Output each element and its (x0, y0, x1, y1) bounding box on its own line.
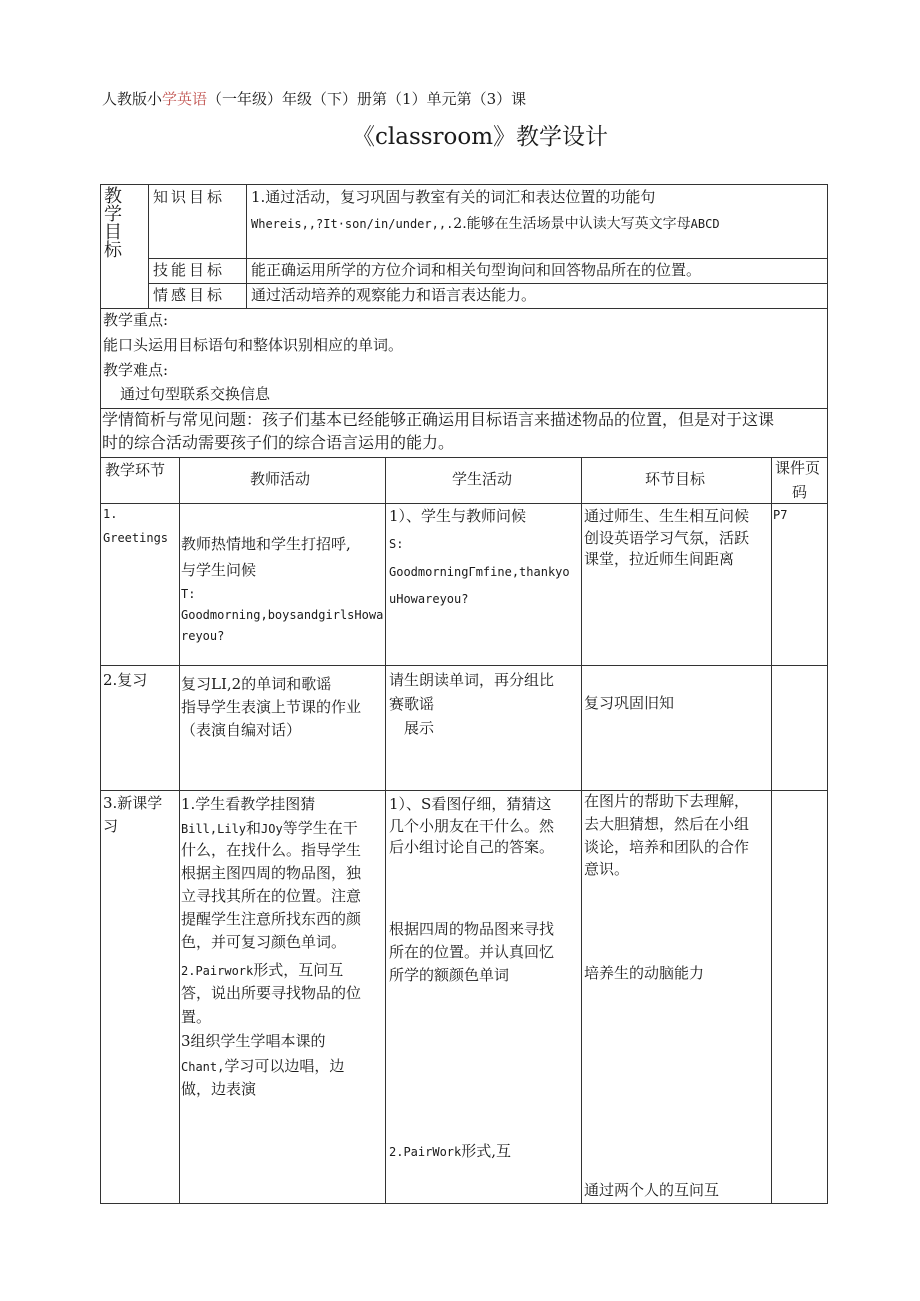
row1-goal-1: 通过师生、生生相互问候 (584, 507, 750, 525)
emotion-objective-text: 通过活动培养的观察能力和语言表达能力。 (251, 286, 537, 304)
objectives-label-char: 学 (104, 204, 122, 225)
row2-teacher-2: 指导学生表演上节课的作业 (181, 698, 362, 716)
row2-student-2: 赛歌谣 (389, 695, 435, 713)
row3-teacher-7: 色，并可复习颜色单词。 (181, 933, 347, 951)
row1-page: P7 (773, 508, 788, 522)
row3-teacher-9: 答，说出所要寻找物品的位 (181, 984, 362, 1002)
objectives-label-char: 教 (104, 186, 122, 207)
header-stage: 教学环节 (105, 461, 166, 479)
row3-teacher-2d: 等学生在干 (282, 819, 358, 837)
analysis-line-1: 学情简析与常见问题：孩子们基本已经能够正确运用目标语言来描述物品的位置，但是对于这课 (102, 410, 775, 429)
row3-student-3: 后小组讨论自己的答案。 (389, 838, 555, 856)
row1-teacher-2: 与学生问候 (181, 561, 257, 579)
grid-line (100, 790, 828, 791)
objectives-label-char: 标 (104, 240, 122, 261)
objectives-label-char: 目 (104, 222, 122, 243)
grid-line (100, 457, 828, 458)
knowledge-letters: ABCD (690, 217, 720, 231)
row3-stage-2: 习 (103, 817, 119, 835)
row3-goal-2: 去大胆猜想，然后在小组 (584, 815, 750, 833)
row3-teacher-8a: 2.Pairwork (181, 964, 254, 978)
grid-line (100, 184, 101, 1204)
course-info-subject: 学英语 (162, 90, 208, 108)
row1-goal-2: 创设英语学习气氛，活跃 (584, 529, 750, 547)
grid-line (148, 184, 149, 308)
row3-teacher-3: 什么，在找什么。指导学生 (181, 841, 362, 859)
row2-teacher-3: （表演自编对话） (181, 721, 302, 739)
grid-line (827, 184, 828, 1204)
row3-teacher-2c: JOy (261, 822, 283, 836)
analysis-line-2: 时的综合活动需要孩子们的综合语言运用的能力。 (102, 433, 455, 452)
grid-line (100, 308, 828, 309)
grid-line (100, 1203, 828, 1204)
grid-line (148, 283, 828, 284)
row3-teacher-1: 1.学生看教学挂图猜 (181, 795, 316, 813)
grid-line (100, 503, 828, 504)
grid-line (771, 457, 772, 1204)
row3-teacher-10: 置。 (181, 1008, 212, 1026)
row3-goal-4: 意识。 (584, 860, 630, 878)
row3-goal-6: 通过两个人的互问互 (584, 1181, 720, 1199)
knowledge-objective-label: 知识目标 (153, 188, 226, 206)
row1-stage-number: 1. (103, 507, 118, 521)
row3-goal-3: 谈论，培养和团队的合作 (584, 838, 750, 856)
row3-student-6: 所学的额颜色单词 (389, 966, 510, 984)
row3-teacher-12a: Chant, (181, 1060, 225, 1074)
row3-teacher-2b: 和 (246, 819, 262, 837)
row1-teacher-4: Goodmorning,boysandgirlsHowa (181, 608, 384, 622)
row3-student-7b: 形式,互 (461, 1142, 512, 1160)
page-title: 《classroom》教学设计 (352, 124, 609, 150)
row1-goal-3: 课堂，拉近师生间距离 (584, 550, 735, 568)
header-page-1: 课件页 (775, 459, 821, 477)
row1-teacher-5: reyou? (181, 629, 225, 643)
row3-goal-1: 在图片的帮助下去理解， (584, 792, 750, 810)
course-info-post: （一年级）年级（下）册第（1）单元第（3）课 (207, 90, 527, 108)
row2-stage: 2.复习 (103, 671, 148, 689)
row3-teacher-12b: 学习可以边唱，边 (224, 1057, 345, 1075)
row3-teacher-2 (181, 820, 358, 836)
grid-line (100, 408, 828, 409)
row2-teacher-1: 复习LI,2的单词和歌谣 (181, 675, 332, 693)
row3-student-4: 根据四周的物品图来寻找 (389, 920, 555, 938)
header-teacher: 教师活动 (250, 470, 311, 488)
skill-objective-label: 技能目标 (153, 261, 226, 279)
row3-teacher-8b: 形式，互问互 (253, 961, 344, 979)
row3-teacher-8 (181, 962, 343, 978)
row2-student-3: 展示 (404, 719, 435, 737)
row1-stage-name: Greetings (103, 531, 169, 545)
row3-student-5: 所在的位置。并认真回忆 (389, 943, 555, 961)
row3-student-1: 1）、S看图仔细，猜猜这 (389, 795, 552, 813)
row1-student-3: GoodmorningΓmfine,thankyo (389, 565, 570, 579)
course-info-pre: 人教版小 (102, 90, 163, 108)
row1-student-4: uHowareyou? (389, 592, 469, 606)
grid-line (148, 258, 828, 259)
row3-student-2: 几个小朋友在干什么。然 (389, 817, 555, 835)
row3-stage-1: 3.新课学 (103, 794, 163, 812)
row3-student-7 (389, 1143, 511, 1159)
grid-line (179, 457, 180, 1204)
row3-goal-5: 培养生的动脑能力 (584, 964, 705, 982)
row2-student-1: 请生朗读单词，再分组比 (389, 671, 555, 689)
course-info-line (102, 92, 526, 107)
difficult-point-text: 通过句型联系交换信息 (120, 385, 271, 403)
row3-teacher-13: 做，边表演 (181, 1080, 257, 1098)
row3-student-7a: 2.PairWork (389, 1145, 462, 1159)
grid-line (100, 665, 828, 666)
row3-teacher-2a: Bill,Lily (181, 822, 247, 836)
knowledge-objective-text-2 (251, 215, 720, 231)
knowledge-objective-text-1: 1.通过活动，复习巩固与教室有关的词汇和表达位置的功能句 (251, 188, 656, 206)
emotion-objective-label: 情感目标 (153, 286, 226, 304)
skill-objective-text: 能正确运用所学的方位介词和相关句型询问和回答物品所在的位置。 (251, 261, 702, 279)
key-point-label: 教学重点: (103, 311, 169, 329)
row3-teacher-12 (181, 1058, 344, 1074)
row3-teacher-6: 提醒学生注意所找东西的颜 (181, 910, 362, 928)
grid-line (385, 457, 386, 1204)
knowledge-letters-text: 2.能够在生活场景中认读大写英文字母 (453, 216, 691, 232)
header-goal: 环节目标 (645, 470, 706, 488)
row3-teacher-11: 3组织学生学唱本课的 (181, 1032, 326, 1050)
grid-line (100, 184, 828, 185)
grid-line (246, 184, 247, 308)
row2-goal: 复习巩固旧知 (584, 694, 675, 712)
header-student: 学生活动 (452, 470, 513, 488)
row1-student-2: S: (389, 537, 404, 551)
row3-teacher-4: 根据主图四周的物品图，独 (181, 864, 362, 882)
difficult-point-label: 教学难点: (103, 361, 169, 379)
key-point-text: 能口头运用目标语句和整体识别相应的单词。 (103, 336, 404, 354)
row1-student-1: 1）、学生与教师问候 (389, 507, 527, 525)
grid-line (581, 457, 582, 1204)
row3-teacher-5: 立寻找其所在的位置。注意 (181, 887, 362, 905)
knowledge-sentence-pattern: Whereis,,?It·son/in/under,,. (251, 217, 454, 231)
header-page-2: 码 (792, 483, 808, 501)
row1-teacher-3: T: (181, 587, 196, 601)
row1-teacher-1: 教师热情地和学生打招呼, (181, 535, 351, 553)
